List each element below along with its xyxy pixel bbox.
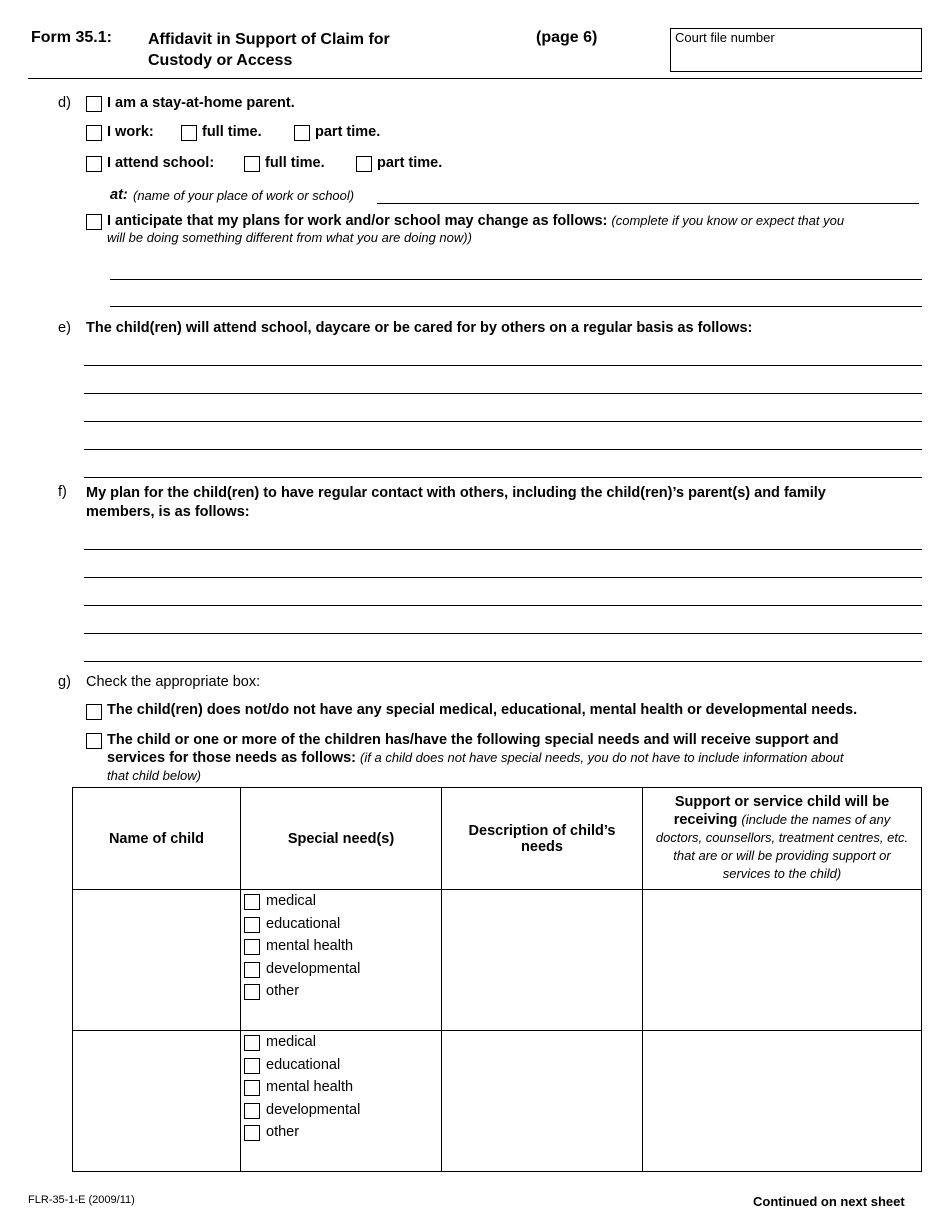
no-special-needs-label: The child(ren) does not/do not have any special medical, educational, mental health or developmental needs. [107,702,858,718]
section-f-line-4[interactable] [84,633,922,634]
need-checkbox[interactable] [244,1125,260,1141]
col-header-support [643,788,922,890]
need-label: educational [266,915,341,932]
need-option-medical[interactable] [241,891,441,914]
special-needs-line2-hint: (if a child does not have special needs, you do not have to include information about [360,750,844,765]
need-option-educational[interactable] [241,1055,441,1078]
anticipate-change-hint-1: (complete if you know or expect that you [611,213,845,228]
section-e-line-1[interactable] [84,365,922,366]
work-full-time-checkbox[interactable] [181,125,197,141]
section-f-line1: My plan for the child(ren) to have regular contact with others, including the child(ren)’s parent(s) and family [86,485,826,501]
work-full-time-label: full time. [202,124,262,140]
section-f-line-3[interactable] [84,605,922,606]
place-of-work-input[interactable] [377,203,919,204]
need-option-developmental[interactable] [241,1100,441,1123]
section-e-text: The child(ren) will attend school, daycare or be cared for by others on a regular basis as follows: [86,320,753,336]
section-f-line-2[interactable] [84,577,922,578]
school-part-time-checkbox[interactable] [356,156,372,172]
need-option-developmental[interactable] [241,959,441,982]
form-number: Form 35.1: [31,29,112,46]
anticipate-line-2[interactable] [110,306,922,307]
section-f-line-5[interactable] [84,661,922,662]
need-checkbox[interactable] [244,1103,260,1119]
need-checkbox[interactable] [244,984,260,1000]
need-option-other[interactable] [241,981,441,1004]
col-header-description: Description of child’s needs [442,788,643,890]
section-g-letter: g) [58,674,71,690]
col-header-needs: Special need(s) [241,788,442,890]
need-option-medical[interactable] [241,1032,441,1055]
stay-at-home-checkbox[interactable] [86,96,102,112]
need-label: developmental [266,1101,361,1118]
court-file-number-field[interactable] [670,28,922,72]
need-checkbox[interactable] [244,917,260,933]
stay-at-home-label: I am a stay-at-home parent. [107,95,295,111]
need-label: developmental [266,960,361,977]
special-needs-line2-bold: services for those needs as follows: [107,750,357,766]
form-title [148,29,390,71]
work-label: I work: [107,124,154,140]
need-label: mental health [266,1079,354,1095]
need-option-other[interactable] [241,1122,441,1145]
section-e-line-5[interactable] [84,477,922,478]
section-f-letter: f) [58,484,67,500]
special-needs-line1: The child or one or more of the children has/have the following special needs and will receive support and [107,732,839,748]
support-cell[interactable] [643,1031,922,1172]
court-file-number-label: Court file number [675,30,775,45]
school-full-time-checkbox[interactable] [244,156,260,172]
need-option-mental-health[interactable] [241,936,441,959]
form-title-line1: Affidavit in Support of Claim for [148,31,390,48]
school-full-time-label: full time. [265,155,325,171]
need-label: medical [266,893,316,909]
section-e-line-3[interactable] [84,421,922,422]
page-indicator: (page 6) [536,29,598,46]
anticipate-change-checkbox[interactable] [86,214,102,230]
need-label: medical [266,1034,316,1050]
special-needs-line2 [107,749,844,767]
special-needs-cell [241,890,442,1031]
section-g-intro: Check the appropriate box: [86,674,261,690]
school-label: I attend school: [107,155,215,171]
no-special-needs-checkbox[interactable] [86,704,102,720]
need-checkbox[interactable] [244,939,260,955]
col-header-name: Name of child [73,788,241,890]
support-cell[interactable] [643,890,922,1031]
need-checkbox[interactable] [244,962,260,978]
anticipate-change-hint-2: will be doing something different from what you are doing now)) [107,230,472,245]
need-label: mental health [266,938,354,954]
need-checkbox[interactable] [244,1080,260,1096]
form-code: FLR-35-1-E (2009/11) [28,1194,135,1206]
continued-note: Continued on next sheet [753,1194,905,1209]
table-row [73,890,922,1031]
work-checkbox[interactable] [86,125,102,141]
at-hint: (name of your place of work or school) [133,188,355,203]
special-needs-text [107,731,844,785]
anticipate-change-text [107,212,907,230]
table-header-row [73,788,922,890]
section-d-letter: d) [58,95,71,111]
school-part-time-label: part time. [377,155,443,171]
need-label: other [266,1124,300,1140]
child-name-cell[interactable] [73,1031,241,1172]
need-checkbox[interactable] [244,894,260,910]
section-f-line-1[interactable] [84,549,922,550]
special-needs-cell [241,1031,442,1172]
header-divider [28,78,922,79]
section-e-letter: e) [58,320,71,336]
need-option-educational[interactable] [241,914,441,937]
need-checkbox[interactable] [244,1035,260,1051]
table-row [73,1031,922,1172]
work-part-time-label: part time. [315,124,381,140]
section-e-line-2[interactable] [84,393,922,394]
section-e-line-4[interactable] [84,449,922,450]
special-needs-table [72,787,922,1172]
description-cell[interactable] [442,1031,643,1172]
anticipate-line-1[interactable] [110,279,922,280]
need-label: educational [266,1056,341,1073]
need-checkbox[interactable] [244,1058,260,1074]
work-part-time-checkbox[interactable] [294,125,310,141]
need-option-mental-health[interactable] [241,1077,441,1100]
special-needs-line3-hint: that child below) [107,768,201,783]
section-f-text [86,484,826,522]
at-label: at: [110,187,128,203]
school-checkbox[interactable] [86,156,102,172]
col-header-support-bold: Support or service child will be receiving [673,794,890,828]
anticipate-change-label: I anticipate that my plans for work and/or school may change as follows: [107,213,608,229]
child-name-cell[interactable] [73,890,241,1031]
form-title-line2: Custody or Access [148,52,293,69]
section-f-line2: members, is as follows: [86,504,250,520]
need-label: other [266,983,300,999]
description-cell[interactable] [442,890,643,1031]
col-header-support-hint: (include the names of any doctors, counsellors, treatment centres, etc. that are or will be providing support or services to the child) [655,812,909,881]
special-needs-checkbox[interactable] [86,733,102,749]
